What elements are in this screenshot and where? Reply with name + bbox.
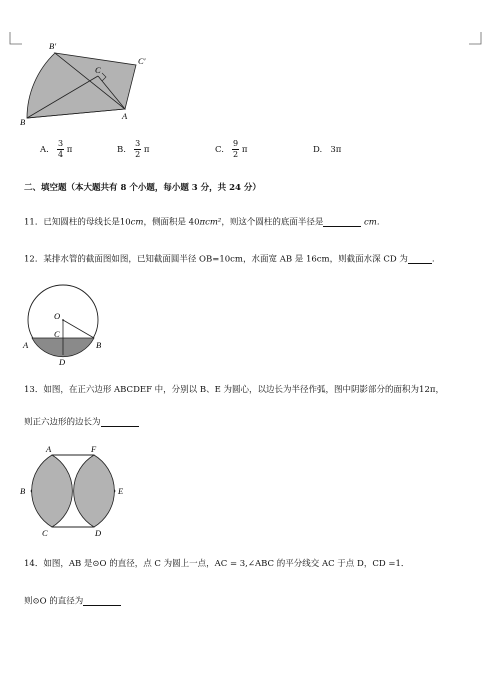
shaded-lens-left [32, 455, 73, 527]
option-b: B. $\frac{3}{2}$ π [117, 139, 150, 159]
label-c: C [54, 329, 60, 339]
answer-blank-14[interactable] [83, 597, 121, 606]
question-12: 12．某排水管的截面图如图，已知截面圆半径 OB=10cm，水面宽 AB 是 16cm，则截面水深 CD 为 . [24, 254, 435, 265]
question-11: 11．已知圆柱的母线长是10cm，侧面积是 40πcm²，则这个圆柱的底面半径是 cm. [24, 217, 380, 228]
shaded-lens-right [74, 455, 115, 527]
question-13-line1: 13．如图，在正六边形 ABCDEF 中，分别以 B、E 为圆心，以边长为半径作弧，图中阴影部分的面积为12π， [24, 385, 444, 395]
label-b: B [20, 486, 26, 496]
label-e: E [118, 486, 124, 496]
figure-hexagon-arcs [18, 443, 138, 538]
option-d: D. 3π [313, 145, 342, 155]
label-c: C [42, 528, 48, 538]
question-14-line1: 14．如图，AB 是⊙O 的直径，点 C 为圆上一点，AC = 3,∠ABC 的平分线交 AC 于点 D，CD =1． [24, 559, 410, 569]
answer-blank-13[interactable] [101, 418, 139, 427]
question-14-line2: 则⊙O 的直径为 [24, 597, 121, 606]
answer-blank-11[interactable] [323, 218, 361, 227]
label-d: D [95, 528, 102, 538]
figure-rotation-sector [14, 38, 154, 126]
label-f: F [91, 444, 97, 454]
section-title: 二、填空题（本大题共有 8 个小题，每小题 3 分，共 24 分） [24, 183, 261, 193]
label-d: D [59, 357, 66, 367]
label-b: B [20, 117, 26, 126]
label-a: A [46, 444, 52, 454]
option-c: C. $\frac{9}{2}$ π [215, 139, 248, 159]
label-c-prime: C′ [138, 56, 146, 66]
label-a: A [23, 340, 29, 350]
answer-blank-12[interactable] [408, 255, 432, 264]
figure-pipe-cross-section [18, 280, 113, 370]
label-c: C [95, 65, 101, 75]
option-a: A. $\frac{3}{4}$ π [40, 139, 73, 159]
label-o: O [54, 311, 61, 321]
question-13-line2: 则正六边形的边长为 [24, 418, 139, 427]
label-b: B [96, 340, 102, 350]
label-b-prime: B′ [49, 41, 57, 51]
label-a: A [122, 111, 128, 121]
